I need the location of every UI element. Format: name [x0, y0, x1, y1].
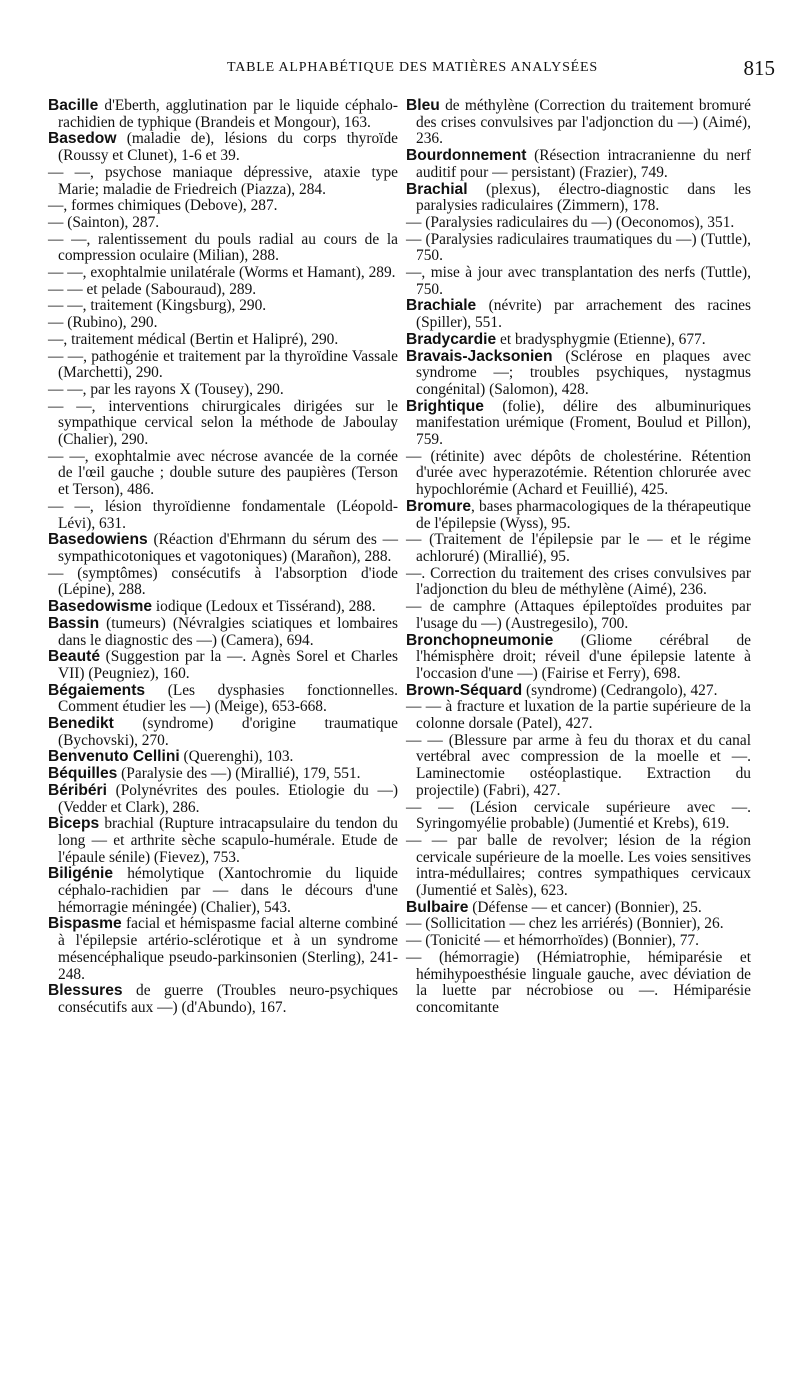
- index-entry: [406, 833, 751, 900]
- entry-headword: Bulbaire: [406, 898, 469, 916]
- index-entry: [406, 699, 751, 732]
- index-entry: [406, 599, 751, 632]
- entry-headword: Basedowisme: [48, 598, 153, 616]
- entry-text: — (Tonicité — et hémorrhoïdes) (Bonnier), 77.: [406, 932, 699, 950]
- running-header: [50, 56, 775, 84]
- entry-headword: Benedikt: [48, 715, 114, 733]
- entry-text: —, formes chimiques (Debove), 287.: [48, 197, 278, 215]
- index-entry: [48, 298, 398, 315]
- entry-text: — de camphre (Attaques épileptoïdes produites par l'usage du —) (Austregesilo), 700.: [406, 598, 751, 632]
- entry-text: — (Paralysies radiculaires traumatiques du —) (Tuttle), 750.: [406, 230, 751, 265]
- index-entry: [406, 633, 751, 683]
- index-entry: [48, 282, 398, 299]
- entry-text: —, mise à jour avec transplantation des nerfs (Tuttle), 750.: [406, 264, 751, 298]
- entry-text: — (Sainton), 287.: [48, 213, 160, 231]
- entry-text: — —, traitement (Kingsburg), 290.: [48, 297, 267, 315]
- entry-headword: Bleu: [406, 97, 440, 114]
- index-entry: [406, 98, 751, 148]
- index-entry: [48, 165, 398, 198]
- index-entry: [406, 800, 751, 833]
- entry-text: — — à fracture et luxation de la partie supérieure de la colonne dorsale (Patel), 427.: [406, 698, 751, 733]
- entry-text: (syndrome) d'origine traumatique (Bychovski), 270.: [58, 715, 398, 749]
- entry-text: de guerre (Troubles neuro-psychiques consécutifs aux —) (d'Abundo), 167.: [58, 982, 398, 1016]
- index-entry: [406, 265, 751, 298]
- entry-text: (Suggestion par la —. Agnès Sorel et Charles VII) (Peugniez), 160.: [58, 648, 398, 682]
- index-entry: [406, 933, 751, 950]
- entry-text: et bradysphygmie (Etienne), 677.: [496, 330, 706, 348]
- entry-text: (Gliome cérébral de l'hémisphère droit; réveil d'une épilepsie latente à l'occasion d'une —) (Fairise et Ferry), 698.: [416, 631, 751, 682]
- entry-text: — — et pelade (Sabouraud), 289.: [48, 280, 257, 298]
- entry-text: (Défense — et cancer) (Bonnier), 25.: [468, 898, 702, 916]
- entry-text: (Réaction d'Ehrmann du sérum des — sympathicotoniques et vagotoniques) (Marañon), 288.: [58, 531, 398, 565]
- index-entry: [48, 983, 398, 1016]
- index-entry: [406, 148, 751, 181]
- entry-text: iodique (Ledoux et Tissérand), 288.: [152, 598, 376, 616]
- index-entry: [48, 766, 398, 783]
- entry-headword: Brightique: [406, 397, 484, 415]
- entry-text: — (symptômes) consécutifs à l'absorption d'iode (Lépine), 288.: [48, 564, 398, 599]
- index-entry: [406, 232, 751, 265]
- index-entry: [406, 683, 751, 700]
- entry-text: — — par balle de revolver; lésion de la région cervicale supérieure de la moelle. Les voies sensitives intra-médullaires; contres sympathiques cervicaux (Jumentié et Salès), 623.: [406, 831, 751, 900]
- index-entry: [48, 449, 398, 499]
- page-number: 815: [743, 56, 775, 80]
- entry-headword: Biceps: [48, 815, 100, 833]
- index-entry: [48, 265, 398, 282]
- entry-text: , bases pharmacologiques de la thérapeutique de l'épilepsie (Wyss), 95.: [416, 497, 751, 532]
- index-entry: [48, 749, 398, 766]
- entry-text: — (hémorragie) (Hémiatrophie, hémiparésie et hémihypoesthésie linguale gauche, avec déviation de la luette par nécrobiose ou —. Hémiparésie concomitante: [406, 948, 751, 1016]
- entry-text: facial et hémispasme facial alterne combiné à l'épilepsie artério-sclérotique et à un syndrome mésencéphalique pseudo-parkinsonien (Sterling), 241-248.: [58, 915, 398, 983]
- entry-text: — —, interventions chirurgicales dirigées sur le sympathique cervical selon la méthode de Jaboulay (Chalier), 290.: [48, 397, 398, 449]
- entry-text: (Sclérose en plaques avec syndrome —; troubles psychiques, nystagmus congénital) (Salomon), 428.: [416, 347, 751, 398]
- index-entry: [48, 349, 398, 382]
- entry-headword: Bispasme: [48, 915, 122, 933]
- index-entry: [48, 816, 398, 866]
- index-entry: [48, 916, 398, 983]
- page-title: TABLE ALPHABÉTIQUE DES MATIÈRES ANALYSÉES: [227, 60, 598, 75]
- entry-headword: Béquilles: [48, 765, 118, 783]
- entry-text: — —, par les rayons X (Tousey), 290.: [48, 380, 284, 398]
- index-entry: [406, 298, 751, 331]
- index-entry: [48, 98, 398, 131]
- entry-text: (Résection intracranienne du nerf auditif pour — persistant) (Frazier), 749.: [416, 147, 751, 181]
- entry-text: de méthylène (Correction du traitement bromuré des crises convulsives par l'adjonction du —) (Aimé), 236.: [416, 97, 751, 148]
- entry-text: (névrite) par arrachement des racines (Spiller), 551.: [416, 297, 751, 332]
- index-entry: [406, 215, 751, 232]
- entry-text: — — (Lésion cervicale supérieure avec —. Syringomyélie probable) (Jumentié et Krebs), 619.: [406, 798, 751, 833]
- entry-headword: Bourdonnement: [406, 147, 527, 165]
- entry-text: (Paralysie des —) (Mirallié), 179, 551.: [117, 765, 361, 783]
- index-entry: [406, 499, 751, 532]
- index-entry: [406, 399, 751, 449]
- index-entry: [48, 198, 398, 215]
- index-entry: [48, 616, 398, 649]
- index-entry: [48, 332, 398, 349]
- entry-headword: Bravais-Jacksonien: [406, 347, 553, 365]
- index-entry: [48, 649, 398, 682]
- entry-headword: Bronchopneumonie: [406, 631, 554, 649]
- entry-text: hémolytique (Xantochromie du liquide céphalo-rachidien par — dans le décours d'une hémorragie méningée) (Chalier), 543.: [58, 865, 398, 916]
- entry-text: — (rétinite) avec dépôts de cholestérine. Rétention d'urée avec hyperazotémie. Rétention chlorurée avec hypochlorémie (Achard et Feuillié), 425.: [406, 447, 751, 499]
- entry-text: — —, ralentissement du pouls radial au cours de la compression oculaire (Milian), 288.: [48, 230, 398, 265]
- entry-text: brachial (Rupture intracapsulaire du tendon du long — et arthrite sèche scapulo-humérale. Etude de l'épaule sénile) (Fievez), 753.: [58, 815, 398, 866]
- entry-text: —, traitement médical (Bertin et Halipré), 290.: [48, 330, 339, 348]
- left-column: [48, 98, 398, 1017]
- entry-text: — (Paralysies radiculaires du —) (Oeconomos), 351.: [406, 213, 735, 231]
- index-entry: [48, 566, 398, 599]
- entry-headword: Blessures: [48, 982, 123, 1000]
- entry-text: — (Sollicitation — chez les arriérés) (Bonnier), 26.: [406, 915, 724, 933]
- index-entry: [48, 532, 398, 565]
- right-column: [406, 98, 751, 1017]
- entry-text: (Les dysphasies fonctionnelles. Comment étudier les —) (Meige), 653-668.: [58, 681, 398, 716]
- index-entry: [48, 399, 398, 449]
- entry-text: — —, exophtalmie unilatérale (Worms et Hamant), 289.: [48, 264, 396, 282]
- entry-text: —. Correction du traitement des crises convulsives par l'adjonction du bleu de méthylène (Aimé), 236.: [406, 564, 751, 599]
- entry-headword: Bromure: [406, 497, 471, 515]
- index-entry: [48, 131, 398, 164]
- entry-headword: Brachiale: [406, 297, 477, 315]
- entry-text: (Querenghi), 103.: [179, 748, 294, 766]
- entry-headword: Brown-Séquard: [406, 681, 523, 699]
- entry-headword: Bégaiements: [48, 681, 146, 699]
- index-entry: [406, 332, 751, 349]
- entry-headword: Bradycardie: [406, 330, 497, 348]
- entry-headword: Benvenuto Cellini: [48, 748, 180, 766]
- entry-text: — (Rubino), 290.: [48, 314, 158, 332]
- entry-headword: Béribéri: [48, 781, 107, 799]
- index-entry: [406, 449, 751, 499]
- entry-text: — —, lésion thyroïdienne fondamentale (Léopold-Lévi), 631.: [48, 497, 398, 532]
- index-entry: [48, 215, 398, 232]
- entry-text: (plexus), électro-diagnostic dans les paralysies radiculaires (Zimmern), 178.: [416, 180, 751, 215]
- entry-text: — —, pathogénie et traitement par la thyroïdine Vassale (Marchetti), 290.: [48, 347, 398, 382]
- index-entry: [406, 566, 751, 599]
- index-entry: [48, 783, 398, 816]
- entry-headword: Beauté: [48, 648, 100, 666]
- entry-text: (syndrome) (Cedrangolo), 427.: [522, 681, 718, 699]
- index-entry: [406, 349, 751, 399]
- entry-text: (Polynévrites des poules. Etiologie du —) (Vedder et Clark), 286.: [58, 781, 398, 816]
- entry-text: — (Traitement de l'épilepsie par le — et le régime achloruré) (Mirallié), 95.: [406, 531, 751, 565]
- entry-headword: Brachial: [406, 180, 468, 198]
- entry-headword: Basedow: [48, 130, 117, 148]
- index-entry: [48, 315, 398, 332]
- entry-headword: Bacille: [48, 97, 99, 114]
- index-entry: [406, 950, 751, 1017]
- index-entry: [48, 232, 398, 265]
- index-entry: [48, 599, 398, 616]
- index-entry: [406, 532, 751, 565]
- index-entry: [48, 716, 398, 749]
- index-entry: [406, 900, 751, 917]
- entry-text: d'Eberth, agglutination par le liquide céphalo-rachidien de typhique (Brandeis et Mongour), 163.: [58, 97, 398, 131]
- entry-headword: Bassin: [48, 614, 100, 632]
- entry-text: — —, psychose maniaque dépressive, ataxie type Marie; maladie de Friedreich (Piazza), 284.: [48, 163, 398, 198]
- entry-text: (folie), délire des albuminuriques manifestation urémique (Froment, Boulud et Pillon), 759.: [416, 397, 751, 449]
- index-entry: [48, 382, 398, 399]
- entry-headword: Biligénie: [48, 865, 113, 883]
- index-entry: [48, 683, 398, 716]
- entry-text: (maladie de), lésions du corps thyroïde (Roussy et Clunet), 1-6 et 39.: [58, 130, 398, 165]
- entry-text: — — (Blessure par arme à feu du thorax et du canal vertébral avec compression de la moelle et —. Laminectomie ostéoplastique. Extraction du projectile) (Fabri), 427.: [406, 731, 751, 799]
- index-entry: [406, 182, 751, 215]
- index-entry: [406, 733, 751, 800]
- index-entry: [406, 916, 751, 933]
- index-entry: [48, 499, 398, 532]
- index-entry: [48, 866, 398, 916]
- entry-headword: Basedowiens: [48, 531, 148, 549]
- entry-text: (tumeurs) (Névralgies sciatiques et lombaires dans le diagnostic des —) (Camera), 694.: [58, 614, 398, 649]
- entry-text: — —, exophtalmie avec nécrose avancée de la cornée de l'œil gauche ; double suture des paupières (Terson et Terson), 486.: [48, 447, 398, 499]
